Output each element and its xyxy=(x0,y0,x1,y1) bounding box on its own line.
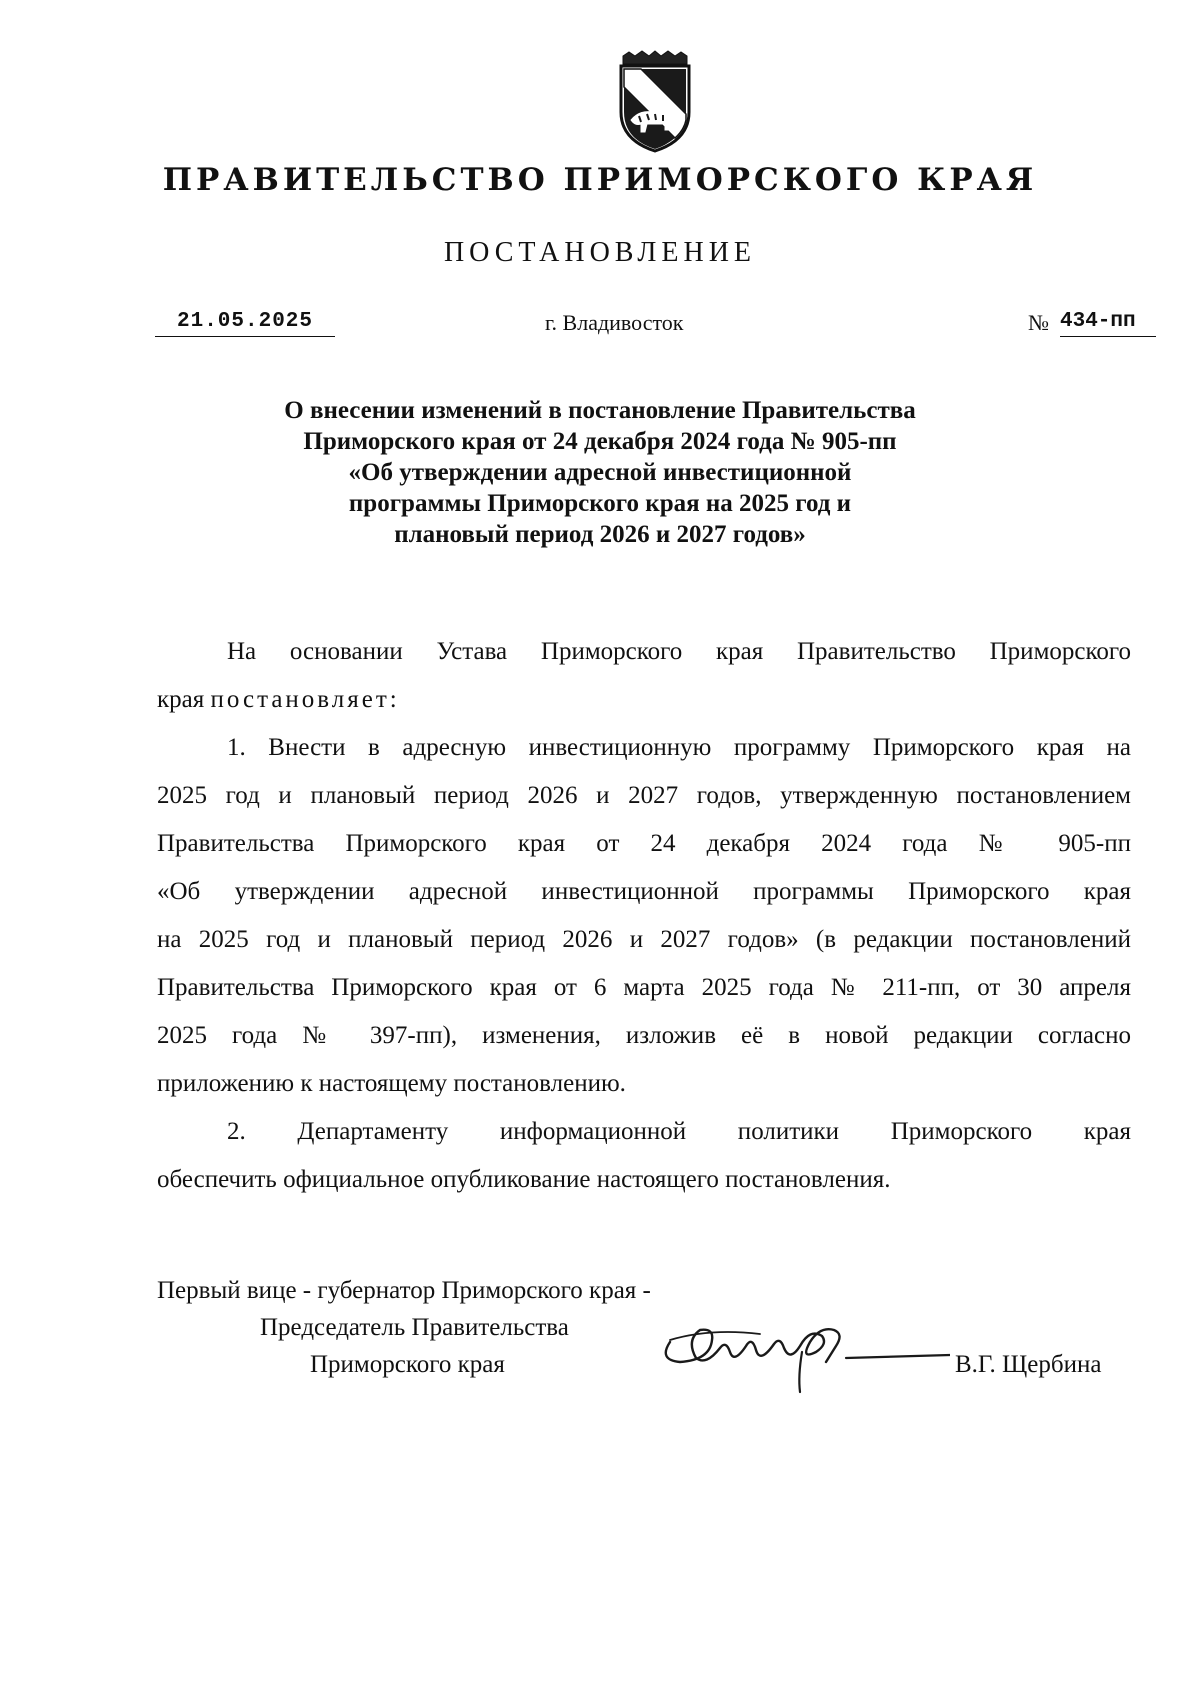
subject-line: Приморского края от 24 декабря 2024 года № 905-пп xyxy=(303,428,897,455)
signer-position-line3: Приморского края xyxy=(310,1351,505,1378)
coat-of-arms-icon xyxy=(595,50,713,154)
handwritten-signature-icon xyxy=(650,1300,950,1395)
item2-line: 2. Департаменту информационной политики Приморского края xyxy=(227,1118,1131,1145)
document-body xyxy=(157,628,1131,1204)
subject-line: программы Приморского края на 2025 год и xyxy=(348,490,852,517)
subject-line: плановый период 2026 и 2027 годов» xyxy=(394,521,806,548)
document-type: ПОСТАНОВЛЕНИЕ xyxy=(443,237,757,268)
document-subject xyxy=(220,395,980,550)
resolves-word: постановляет: xyxy=(210,686,400,713)
preamble-line: На основании Устава Приморского края Правительство Приморского xyxy=(227,638,1131,665)
preamble-line-2 xyxy=(157,676,1131,724)
document-date: 21.05.2025 xyxy=(155,308,335,337)
item1-line: 2025 года № 397-пп), изменения, изложив её в новой редакции согласно xyxy=(157,1022,1131,1049)
item1-line: Правительства Приморского края от 24 декабря 2024 года № 905-пп xyxy=(157,830,1131,857)
item1-line-last: приложению к настоящему постановлению. xyxy=(157,1070,626,1097)
number-sign: № xyxy=(1028,310,1049,335)
signer-position-line1: Первый вице - губернатор Приморского края - xyxy=(157,1277,651,1304)
item1-line: на 2025 год и плановый период 2026 и 2027 годов» (в редакции постановлений xyxy=(157,926,1131,953)
subject-line: «Об утверждении адресной инвестиционной xyxy=(348,459,852,486)
item1-line: «Об утверждении адресной инвестиционной программы Приморского края xyxy=(157,878,1131,905)
document-city: г. Владивосток xyxy=(545,310,684,335)
government-title: ПРАВИТЕЛЬСТВО ПРИМОРСКОГО КРАЯ xyxy=(162,162,1038,198)
preamble-text: края xyxy=(157,686,205,713)
signer-name: В.Г. Щербина xyxy=(955,1351,1102,1378)
document-number: 434-пп xyxy=(1060,308,1156,337)
item1-line: 1. Внести в адресную инвестиционную программу Приморского края на xyxy=(227,734,1131,761)
item1-line: 2025 год и плановый период 2026 и 2027 годов, утвержденную постановлением xyxy=(157,782,1131,809)
subject-line: О внесении изменений в постановление Правительства xyxy=(284,397,916,424)
signer-position-line2: Председатель Правительства xyxy=(260,1314,569,1341)
item1-line: Правительства Приморского края от 6 марта 2025 года № 211-пп, от 30 апреля xyxy=(157,974,1131,1001)
item2-line-last: обеспечить официальное опубликование настоящего постановления. xyxy=(157,1166,891,1193)
